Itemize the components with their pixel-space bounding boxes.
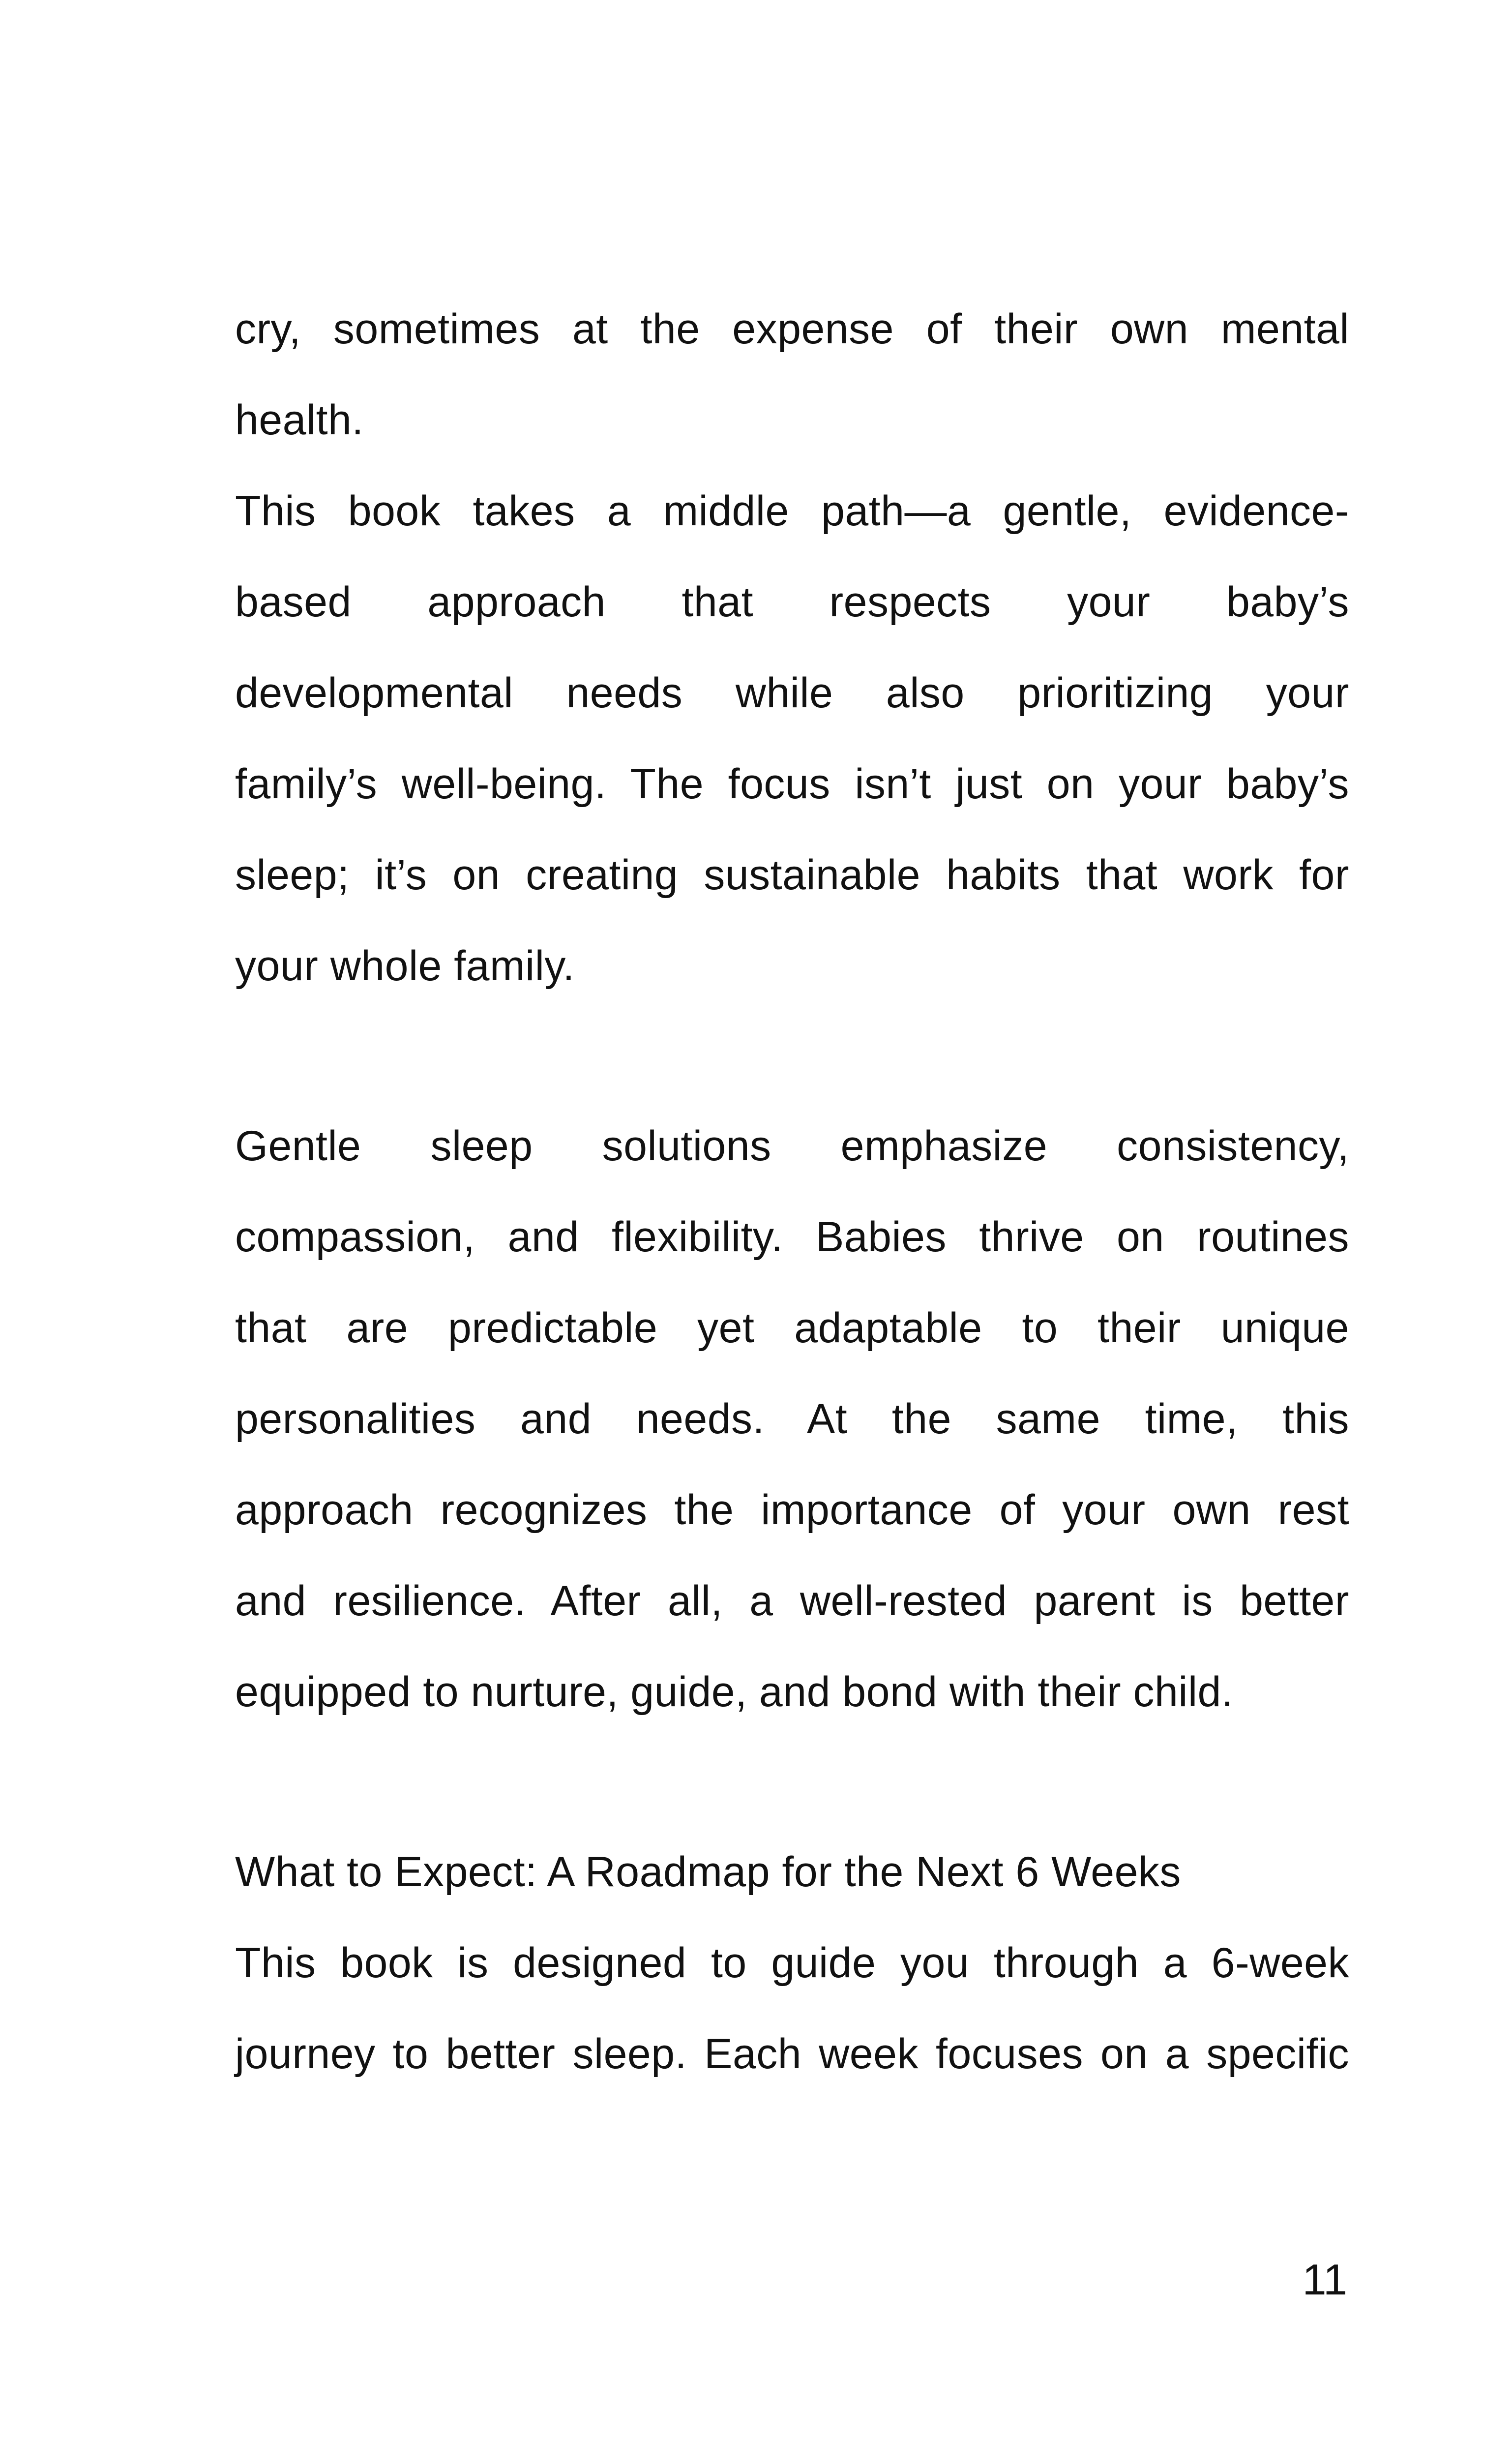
text-line: compassion, and flexibility. Babies thrive on routines xyxy=(235,1213,1349,1261)
text-line: sleep; it’s on creating sustainable habits that work for xyxy=(235,851,1349,899)
text-line: This book is designed to guide you through a 6-week xyxy=(235,1939,1349,1987)
paragraph-middle-path xyxy=(235,284,1349,1012)
text-line: your whole family. xyxy=(235,942,575,990)
text-line: health. xyxy=(235,396,364,444)
page-number: 11 xyxy=(1302,2255,1347,2304)
text-line: personalities and needs. At the same time, this xyxy=(235,1395,1349,1443)
text-line: developmental needs while also prioritizing your xyxy=(235,669,1349,717)
text-line: that are predictable yet adaptable to their unique xyxy=(235,1304,1349,1352)
text-line: equipped to nurture, guide, and bond with their child. xyxy=(235,1668,1234,1716)
text-line: Gentle sleep solutions emphasize consistency, xyxy=(235,1122,1349,1170)
text-line: family’s well-being. The focus isn’t just on your baby’s xyxy=(235,760,1349,808)
section-roadmap xyxy=(235,1827,1349,2100)
text-line: and resilience. After all, a well-rested parent is better xyxy=(235,1577,1349,1625)
text-line: based approach that respects your baby’s xyxy=(235,578,1349,626)
text-line: This book takes a middle path—a gentle, evidence- xyxy=(235,487,1349,535)
text-line: cry, sometimes at the expense of their own mental xyxy=(235,305,1349,353)
text-line: journey to better sleep. Each week focuses on a specific xyxy=(235,2030,1349,2078)
text-line: approach recognizes the importance of your own rest xyxy=(235,1486,1349,1534)
paragraph-gentle-solutions xyxy=(235,1101,1349,1738)
section-heading: What to Expect: A Roadmap for the Next 6 Weeks xyxy=(235,1848,1181,1896)
